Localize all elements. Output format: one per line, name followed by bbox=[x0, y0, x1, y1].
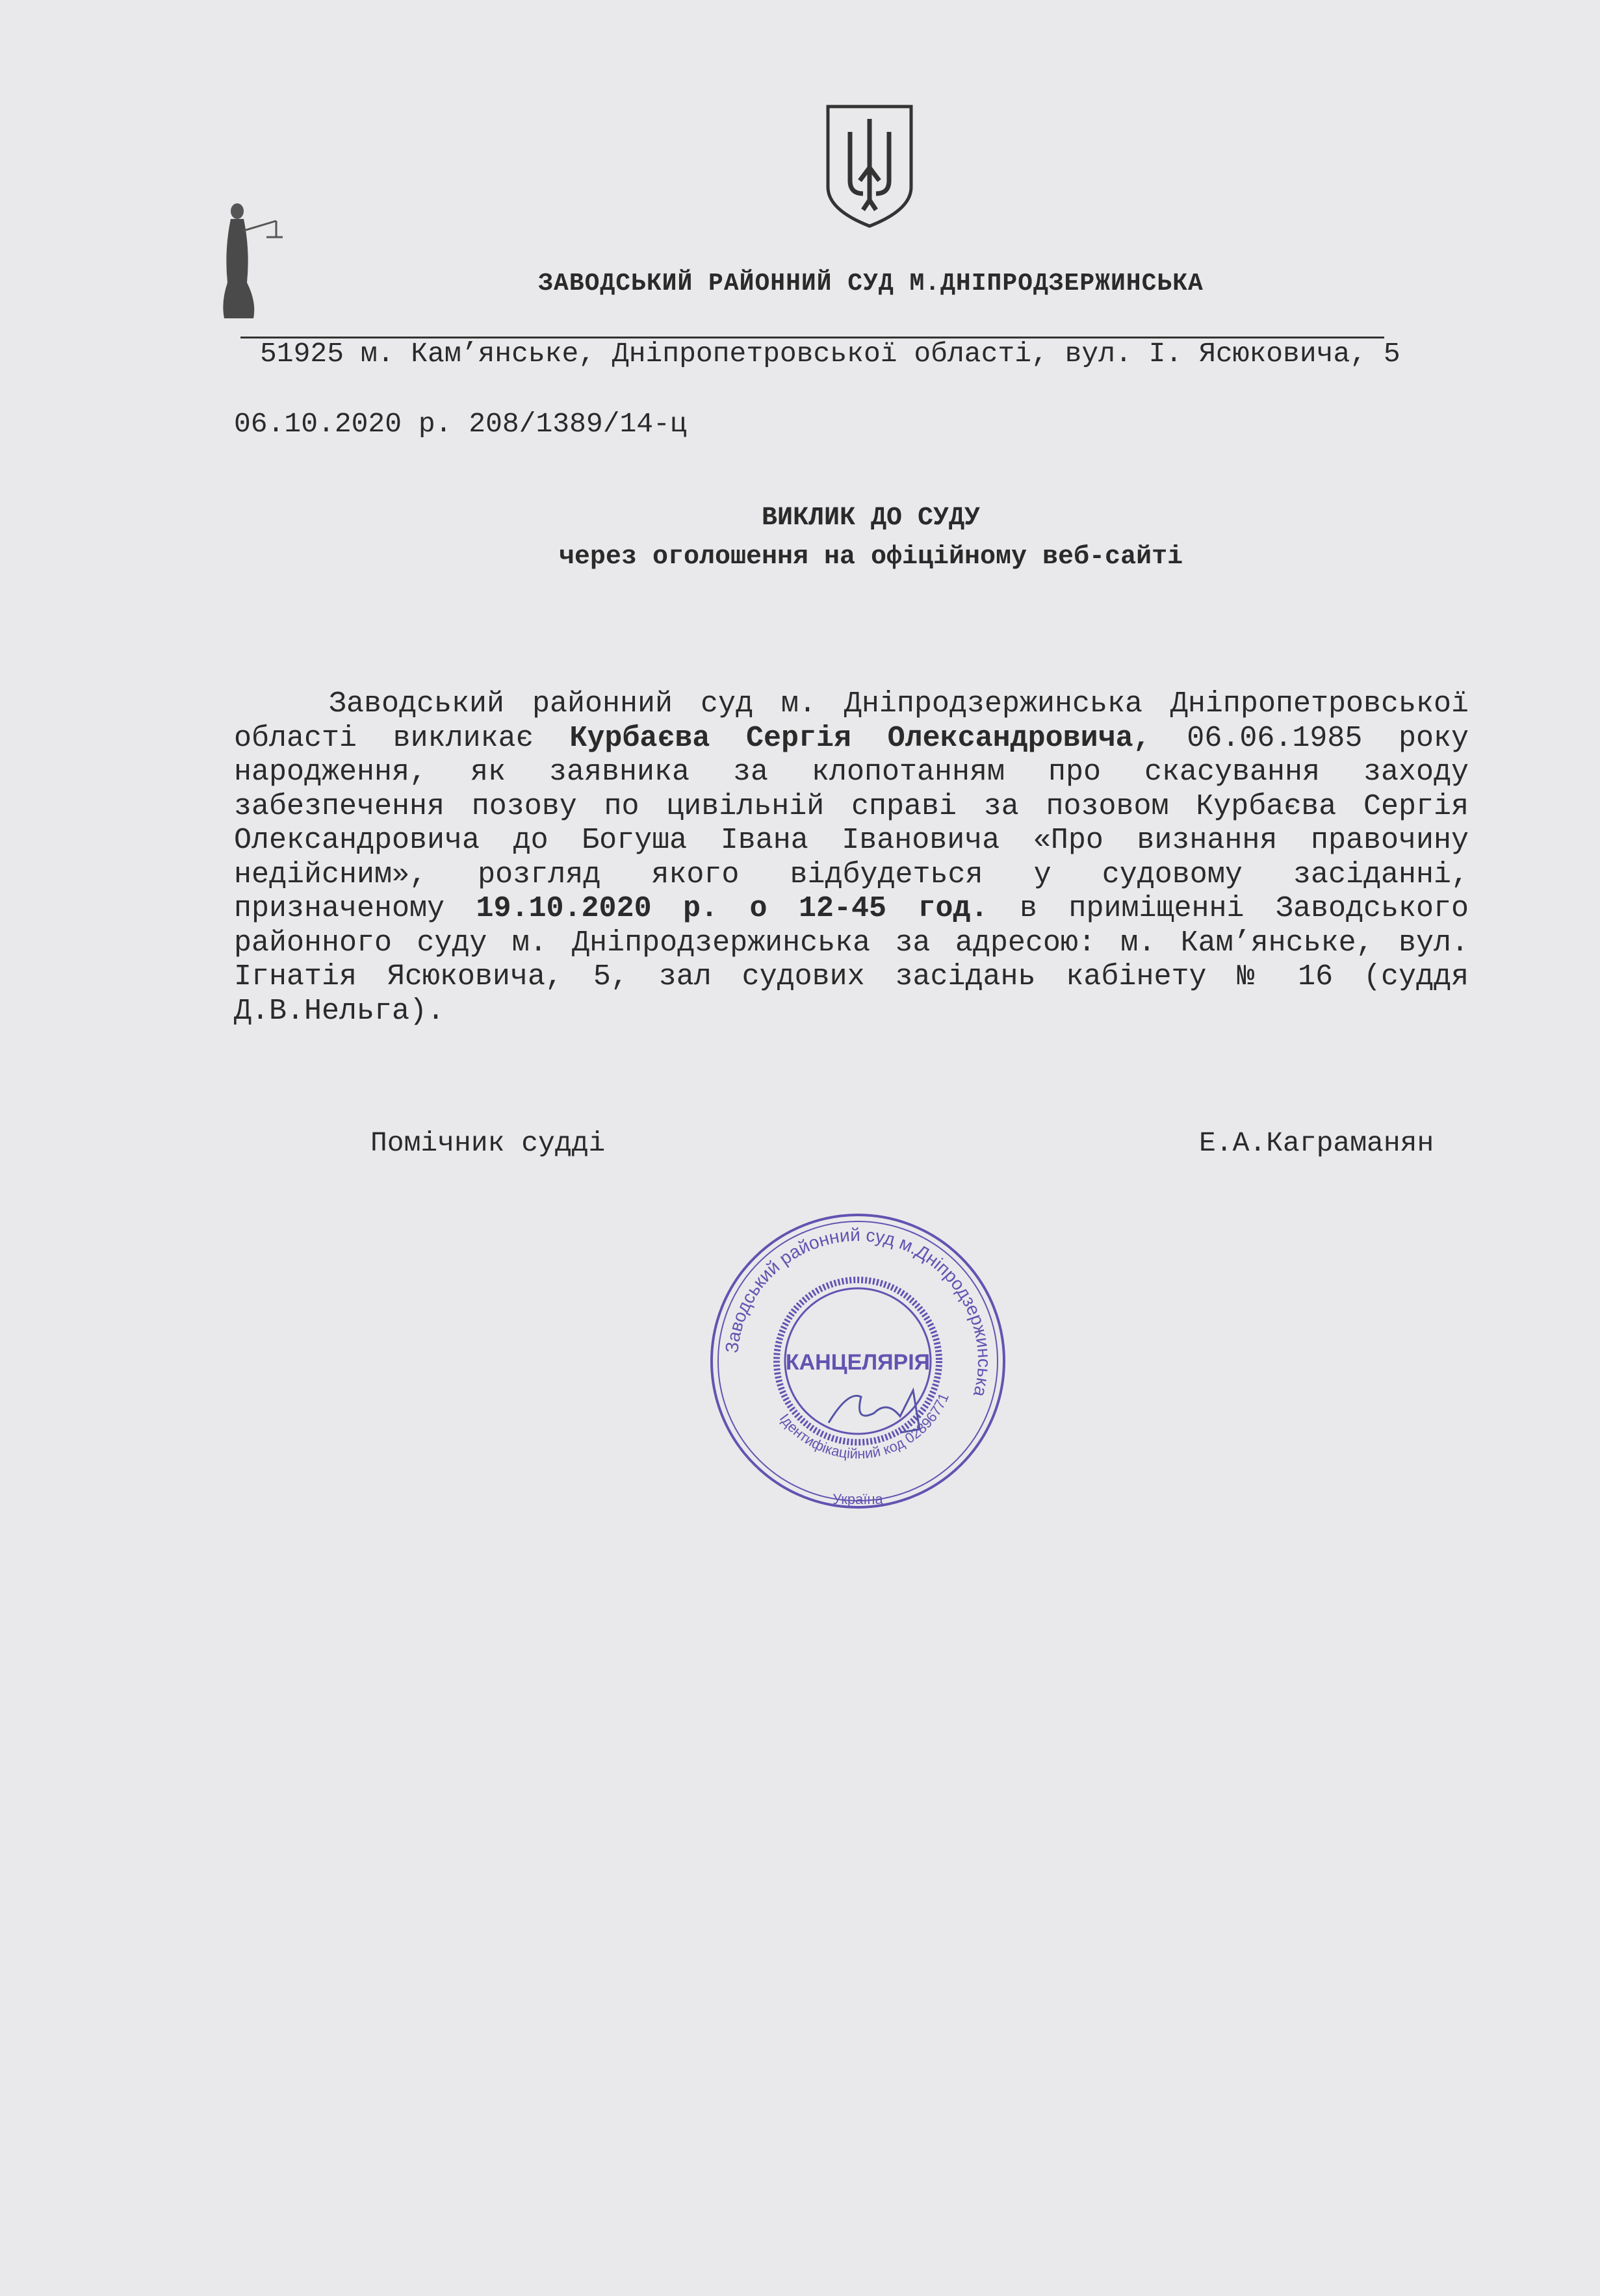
body-line bbox=[234, 722, 1469, 756]
hearing-datetime: 19.10.2020 р. о 12-45 год. bbox=[476, 892, 988, 925]
body-line: районного суду м. Дніпродзержинська за адресою: м. Кам’янське, вул. bbox=[234, 926, 1469, 960]
date-and-case-number: 06.10.2020 р. 208/1389/14-ц bbox=[234, 408, 687, 440]
text: області викликає bbox=[234, 721, 570, 755]
body-line bbox=[234, 892, 1469, 926]
stamp-center-text: КАНЦЕЛЯРІЯ bbox=[785, 1350, 931, 1375]
body-line: Д.В.Нельга). bbox=[234, 994, 445, 1028]
official-stamp bbox=[705, 1208, 1011, 1514]
ukraine-coat-of-arms-icon bbox=[824, 103, 915, 229]
body-line: забезпечення позову по цивільній справі за позовом Курбаєва Сергія bbox=[234, 789, 1469, 823]
defendant-name: Курбаєва Сергія Олександровича, bbox=[569, 721, 1151, 755]
text: в приміщенні Заводського bbox=[988, 892, 1469, 925]
signatory-role: Помічник судді bbox=[370, 1127, 606, 1159]
summons-body bbox=[234, 687, 1469, 1028]
body-line: народження, як заявника за клопотанням про скасування заходу bbox=[234, 756, 1469, 789]
stamp-bottom-text: Україна bbox=[832, 1491, 883, 1507]
stamp-inner-text: Ідентифікаційний код 02896771 bbox=[776, 1390, 952, 1462]
signatory-name: Е.А.Каграманян bbox=[1199, 1127, 1434, 1159]
body-line: Олександровича до Богуша Івана Івановича «Про визнання правочину bbox=[234, 824, 1469, 857]
themis-statue-icon bbox=[214, 198, 286, 322]
court-address: 51925 м. Кам’янське, Дніпропетровської області, вул. І. Ясюковича, 5 bbox=[260, 338, 1400, 370]
court-name: ЗАВОДСЬКИЙ РАЙОННИЙ СУД М.ДНІПРОДЗЕРЖИНСЬКА bbox=[538, 270, 1204, 298]
document-subtitle: через оголошення на офіційному веб-сайті bbox=[558, 542, 1183, 572]
stamp-outer-text: Заводський районний суд м.Дніпродзержинська bbox=[721, 1224, 995, 1399]
text: призначеному bbox=[234, 892, 476, 925]
text: 06.06.1985 року bbox=[1150, 721, 1469, 755]
body-line: недійсним», розгляд якого відбудеться у судовому засіданні, bbox=[234, 858, 1469, 891]
body-line: Ігнатія Ясюковича, 5, зал судових засідань кабінету № 16 (суддя bbox=[234, 960, 1469, 993]
body-line: Заводський районний суд м. Дніпродзержинська Дніпропетровської bbox=[329, 687, 1469, 721]
document-title: ВИКЛИК ДО СУДУ bbox=[761, 504, 981, 533]
